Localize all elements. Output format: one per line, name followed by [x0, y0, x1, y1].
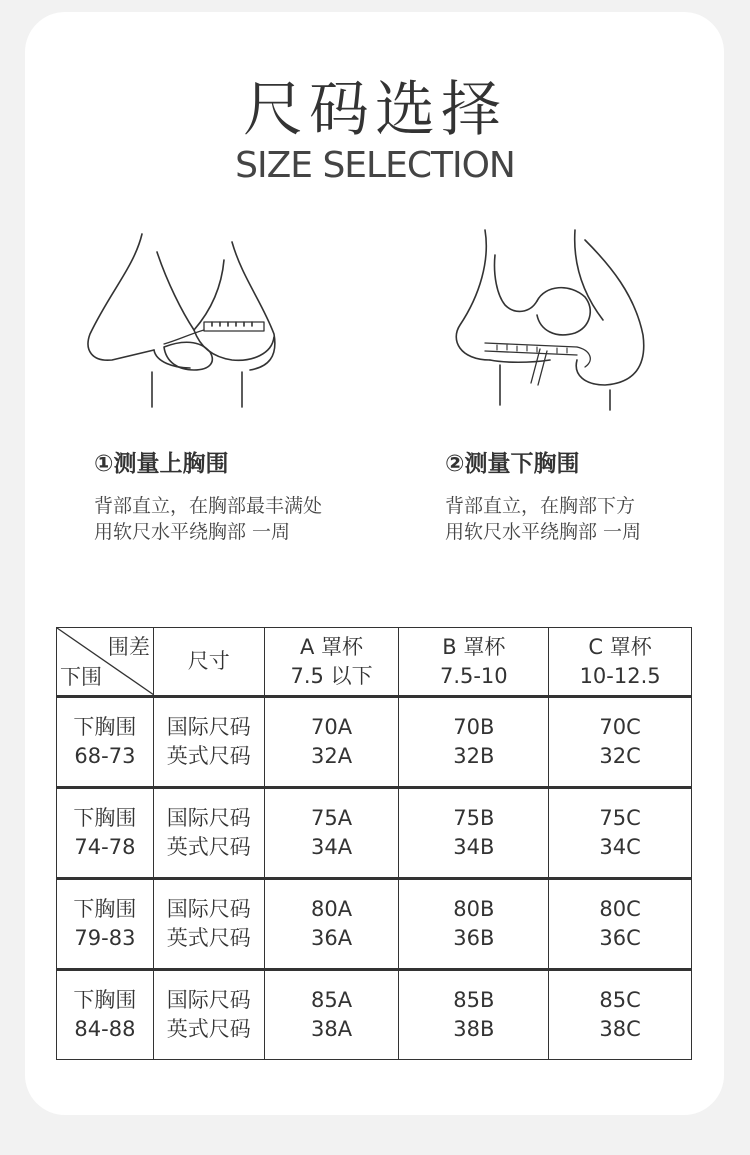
uk-size: 34A	[311, 835, 353, 859]
uk-size: 36C	[599, 926, 641, 950]
cup-b-cell	[399, 970, 549, 1060]
uk-label: 英式尺码	[166, 926, 251, 950]
intl-label: 国际尺码	[166, 715, 251, 739]
size-system-cell	[153, 879, 264, 970]
band-label: 下胸围	[73, 806, 137, 830]
cup-range: 10-12.5	[579, 663, 661, 688]
band-label: 下胸围	[73, 897, 137, 921]
step-1-desc-line: 背部直立，在胸部最丰满处	[94, 495, 323, 517]
step-2-title: ②测量下胸围	[445, 451, 580, 477]
intl-size: 70B	[453, 715, 495, 739]
size-chart-table	[56, 627, 692, 1060]
size-system-cell	[153, 697, 264, 788]
cup-name: B 罩杯	[442, 634, 506, 659]
intl-label: 国际尺码	[166, 806, 251, 830]
cup-b-cell	[399, 697, 549, 788]
band-range: 68-73	[74, 744, 136, 768]
size-system-cell	[153, 970, 264, 1060]
cup-name: C 罩杯	[588, 634, 652, 659]
cup-a-cell	[264, 879, 399, 970]
corner-bottom-label: 下围	[60, 665, 102, 689]
step-2-description	[445, 493, 745, 545]
cup-a-header	[264, 628, 399, 697]
band-label: 下胸围	[73, 715, 137, 739]
cup-a-cell	[264, 788, 399, 879]
upper-bust-illustration	[82, 222, 292, 417]
corner-top-label: 围差	[107, 635, 150, 659]
intl-size: 80B	[453, 897, 495, 921]
band-range: 84-88	[74, 1017, 136, 1041]
uk-size: 38A	[311, 1017, 353, 1041]
cup-c-cell	[549, 788, 692, 879]
intl-size: 85B	[453, 988, 495, 1012]
band-range: 74-78	[74, 835, 136, 859]
step-2-desc-line: 背部直立，在胸部下方	[445, 495, 636, 517]
band-cell	[57, 788, 154, 879]
table-row	[57, 788, 692, 879]
uk-size: 36B	[453, 926, 495, 950]
step-1-title: ①测量上胸围	[94, 451, 229, 477]
step-1-description	[94, 493, 394, 545]
intl-size: 80A	[311, 897, 353, 921]
cup-a-cell	[264, 970, 399, 1060]
uk-size: 38B	[453, 1017, 495, 1041]
band-range: 79-83	[74, 926, 136, 950]
cup-b-header	[399, 628, 549, 697]
intl-size: 75B	[453, 806, 495, 830]
page-title: 尺码选择	[243, 75, 507, 145]
step-1-desc-line: 用软尺水平绕胸部 一周	[94, 521, 291, 543]
band-cell	[57, 970, 154, 1060]
uk-label: 英式尺码	[166, 1017, 251, 1041]
intl-size: 85C	[599, 988, 641, 1012]
intl-size: 75C	[599, 806, 641, 830]
uk-size: 32A	[311, 744, 353, 768]
uk-size: 32C	[599, 744, 641, 768]
corner-header-cell	[57, 628, 154, 697]
step-2-desc-line: 用软尺水平绕胸部 一周	[445, 521, 642, 543]
uk-size: 36A	[311, 926, 353, 950]
cup-range: 7.5 以下	[290, 663, 373, 688]
lower-bust-illustration	[445, 215, 660, 415]
band-label: 下胸围	[73, 988, 137, 1012]
uk-size: 32B	[453, 744, 495, 768]
cup-c-cell	[549, 697, 692, 788]
size-system-cell	[153, 788, 264, 879]
intl-size: 85A	[311, 988, 353, 1012]
intl-label: 国际尺码	[166, 897, 251, 921]
uk-size: 34C	[599, 835, 641, 859]
uk-size: 38C	[599, 1017, 641, 1041]
table-row	[57, 697, 692, 788]
band-cell	[57, 697, 154, 788]
band-cell	[57, 879, 154, 970]
cup-a-cell	[264, 697, 399, 788]
uk-label: 英式尺码	[166, 744, 251, 768]
table-row	[57, 879, 692, 970]
intl-size: 75A	[311, 806, 353, 830]
cup-c-cell	[549, 879, 692, 970]
cup-name: A 罩杯	[300, 634, 364, 659]
table-row	[57, 970, 692, 1060]
intl-size: 70A	[311, 715, 353, 739]
cup-c-cell	[549, 970, 692, 1060]
cup-b-cell	[399, 788, 549, 879]
cup-range: 7.5-10	[439, 663, 508, 688]
cup-c-header	[549, 628, 692, 697]
intl-size: 70C	[599, 715, 641, 739]
cup-b-cell	[399, 879, 549, 970]
uk-label: 英式尺码	[166, 835, 251, 859]
intl-size: 80C	[599, 897, 641, 921]
uk-size: 34B	[453, 835, 495, 859]
table-header-row	[57, 628, 692, 697]
page-subtitle: SIZE SELECTION	[235, 145, 515, 186]
intl-label: 国际尺码	[166, 988, 251, 1012]
size-header: 尺寸	[153, 628, 264, 697]
